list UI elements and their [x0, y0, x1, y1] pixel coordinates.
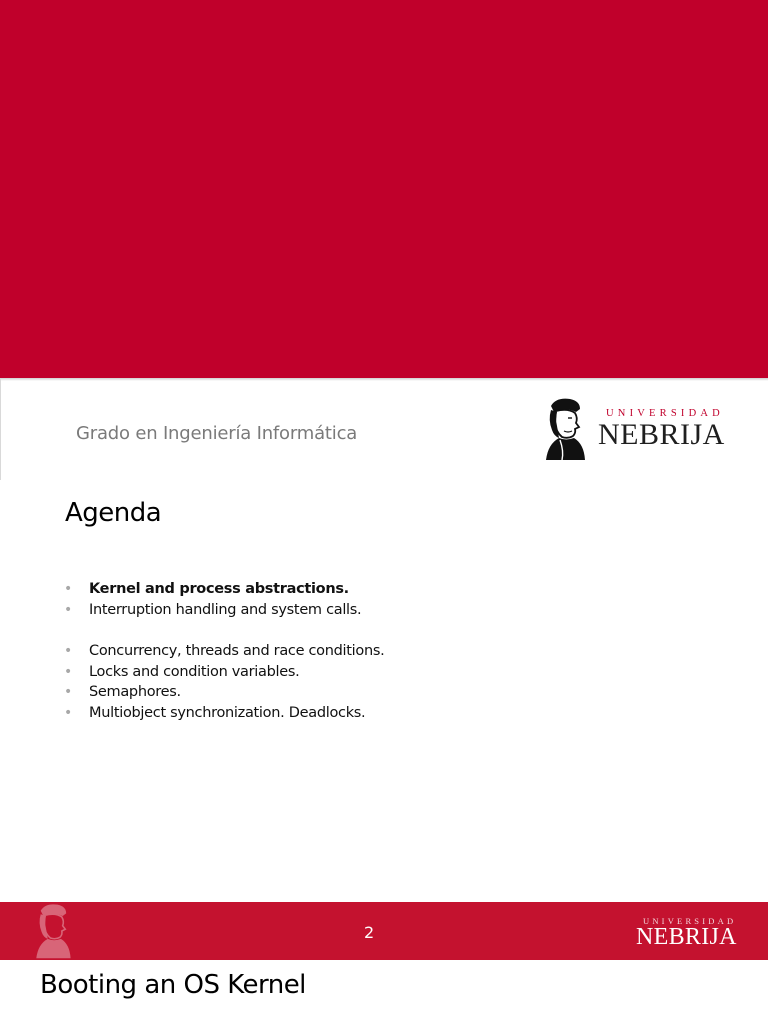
footer-logo-brand-word: NEBRIJA: [636, 924, 737, 950]
founder-portrait-icon: [542, 396, 588, 462]
next-slide-title: Booting an OS Kernel: [40, 970, 306, 1000]
agenda-item: • Interruption handling and system calls.: [64, 600, 384, 621]
agenda-title: Agenda: [65, 498, 162, 528]
bullet-icon: •: [64, 684, 72, 700]
degree-label: Grado en Ingeniería Informática: [76, 423, 358, 444]
founder-portrait-watermark-icon: [26, 902, 80, 960]
page-number: 2: [364, 923, 375, 942]
footer-logo-university-word: UNIVERSIDAD: [643, 916, 737, 926]
slide-footer-bar: [0, 902, 768, 960]
logo-brand-word: NEBRIJA: [598, 418, 725, 451]
logo-university-word: UNIVERSIDAD: [606, 408, 724, 419]
bullet-icon: •: [64, 581, 72, 597]
title-slide-hero-band: [0, 0, 768, 378]
bullet-icon: •: [64, 643, 72, 659]
bullet-icon: •: [64, 663, 72, 680]
agenda-list: [64, 579, 384, 723]
university-logo: [542, 396, 742, 462]
agenda-item: • Concurrency, threads and race conditions.: [64, 641, 384, 662]
agenda-item: • Kernel and process abstractions.: [64, 579, 384, 600]
agenda-item: • Multiobject synchronization. Deadlocks.: [64, 703, 384, 724]
agenda-item: • Semaphores.: [64, 682, 384, 703]
bullet-icon: •: [64, 601, 72, 618]
agenda-item: • Locks and condition variables.: [64, 662, 384, 683]
bullet-icon: •: [64, 704, 72, 721]
